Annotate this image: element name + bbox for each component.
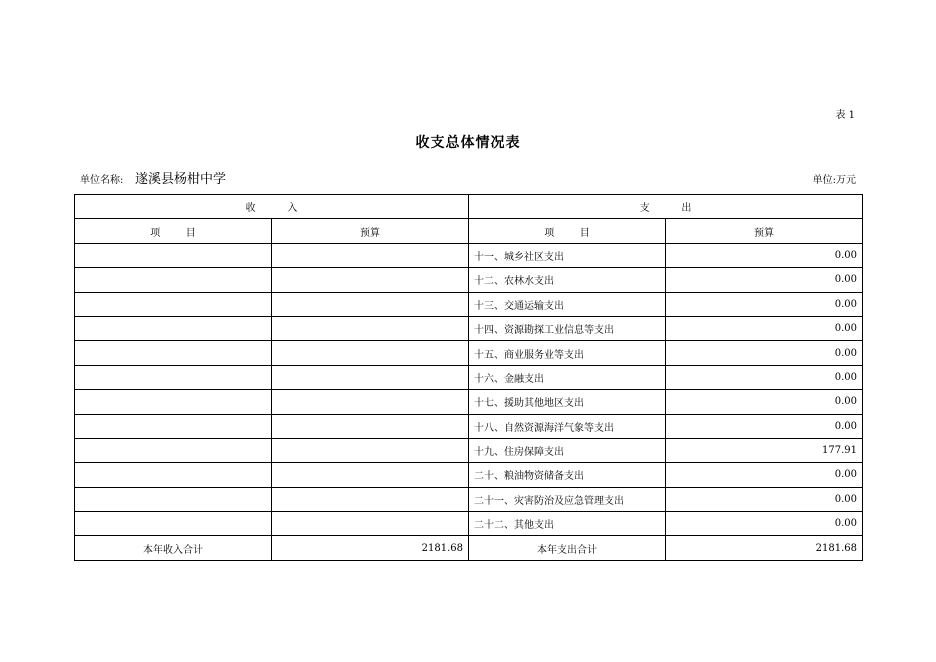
income-amount-cell xyxy=(272,463,469,487)
unit-name-value: 遂溪县杨柑中学 xyxy=(135,172,227,187)
table-number: 表 1 xyxy=(835,110,855,121)
table-row xyxy=(75,487,863,511)
income-amount-cell xyxy=(272,268,469,292)
unit-name-label: 单位名称: xyxy=(80,175,124,186)
income-amount-cell xyxy=(272,512,469,536)
expense-amount-cell: 0.00 xyxy=(666,390,863,414)
expense-budget-header: 预算 xyxy=(666,219,863,243)
expense-item-cell: 二十二、其他支出 xyxy=(469,512,666,536)
income-item-cell xyxy=(75,365,272,389)
income-item-cell xyxy=(75,243,272,267)
expense-header: 支 出 xyxy=(469,195,863,219)
table-row xyxy=(75,463,863,487)
totals-row xyxy=(75,536,863,560)
income-amount-cell xyxy=(272,365,469,389)
expense-total-amount: 2181.68 xyxy=(666,536,863,560)
expense-item-cell: 十三、交通运输支出 xyxy=(469,292,666,316)
budget-table xyxy=(74,194,863,561)
expense-item-cell: 十七、援助其他地区支出 xyxy=(469,390,666,414)
income-amount-cell xyxy=(272,316,469,340)
income-item-cell xyxy=(75,414,272,438)
expense-amount-cell: 0.00 xyxy=(666,365,863,389)
expense-item-cell: 十二、农林水支出 xyxy=(469,268,666,292)
table-row xyxy=(75,268,863,292)
expense-item-cell: 二十一、灾害防治及应急管理支出 xyxy=(469,487,666,511)
income-item-cell xyxy=(75,512,272,536)
income-amount-cell xyxy=(272,292,469,316)
expense-item-cell: 十九、住房保障支出 xyxy=(469,438,666,462)
table-row xyxy=(75,390,863,414)
income-total-amount: 2181.68 xyxy=(272,536,469,560)
income-item-cell xyxy=(75,438,272,462)
expense-item-cell: 十一、城乡社区支出 xyxy=(469,243,666,267)
table-row xyxy=(75,414,863,438)
income-amount-cell xyxy=(272,390,469,414)
table-row xyxy=(75,316,863,340)
income-amount-cell xyxy=(272,414,469,438)
expense-item-cell: 二十、粮油物资储备支出 xyxy=(469,463,666,487)
income-header: 收 入 xyxy=(75,195,469,219)
expense-item-cell: 十八、自然资源海洋气象等支出 xyxy=(469,414,666,438)
expense-amount-cell: 0.00 xyxy=(666,292,863,316)
expense-item-cell: 十五、商业服务业等支出 xyxy=(469,341,666,365)
expense-item-cell: 十四、资源勘探工业信息等支出 xyxy=(469,316,666,340)
income-total-label: 本年收入合计 xyxy=(75,536,272,560)
income-amount-cell xyxy=(272,243,469,267)
expense-amount-cell: 0.00 xyxy=(666,268,863,292)
income-item-cell xyxy=(75,463,272,487)
expense-item-cell: 十六、金融支出 xyxy=(469,365,666,389)
income-item-cell xyxy=(75,390,272,414)
header-row-columns xyxy=(75,219,863,243)
table-row xyxy=(75,341,863,365)
table-row xyxy=(75,512,863,536)
income-item-cell xyxy=(75,487,272,511)
currency-unit: 单位:万元 xyxy=(812,175,856,186)
expense-amount-cell: 0.00 xyxy=(666,463,863,487)
expense-amount-cell: 0.00 xyxy=(666,243,863,267)
expense-amount-cell: 0.00 xyxy=(666,512,863,536)
income-amount-cell xyxy=(272,438,469,462)
income-amount-cell xyxy=(272,487,469,511)
expense-total-label: 本年支出合计 xyxy=(469,536,666,560)
table-row xyxy=(75,438,863,462)
table-row xyxy=(75,243,863,267)
page-title: 收支总体情况表 xyxy=(415,135,521,151)
income-budget-header: 预算 xyxy=(272,219,469,243)
income-item-cell xyxy=(75,316,272,340)
expense-amount-cell: 177.91 xyxy=(666,438,863,462)
expense-amount-cell: 0.00 xyxy=(666,341,863,365)
income-amount-cell xyxy=(272,341,469,365)
income-item-cell xyxy=(75,341,272,365)
unit-info-row xyxy=(80,168,856,186)
expense-amount-cell: 0.00 xyxy=(666,316,863,340)
income-item-cell xyxy=(75,268,272,292)
table-row xyxy=(75,292,863,316)
income-item-header: 项 目 xyxy=(75,219,272,243)
expense-amount-cell: 0.00 xyxy=(666,487,863,511)
expense-amount-cell: 0.00 xyxy=(666,414,863,438)
header-row-sections xyxy=(75,195,863,219)
table-row xyxy=(75,365,863,389)
expense-item-header: 项 目 xyxy=(469,219,666,243)
income-item-cell xyxy=(75,292,272,316)
